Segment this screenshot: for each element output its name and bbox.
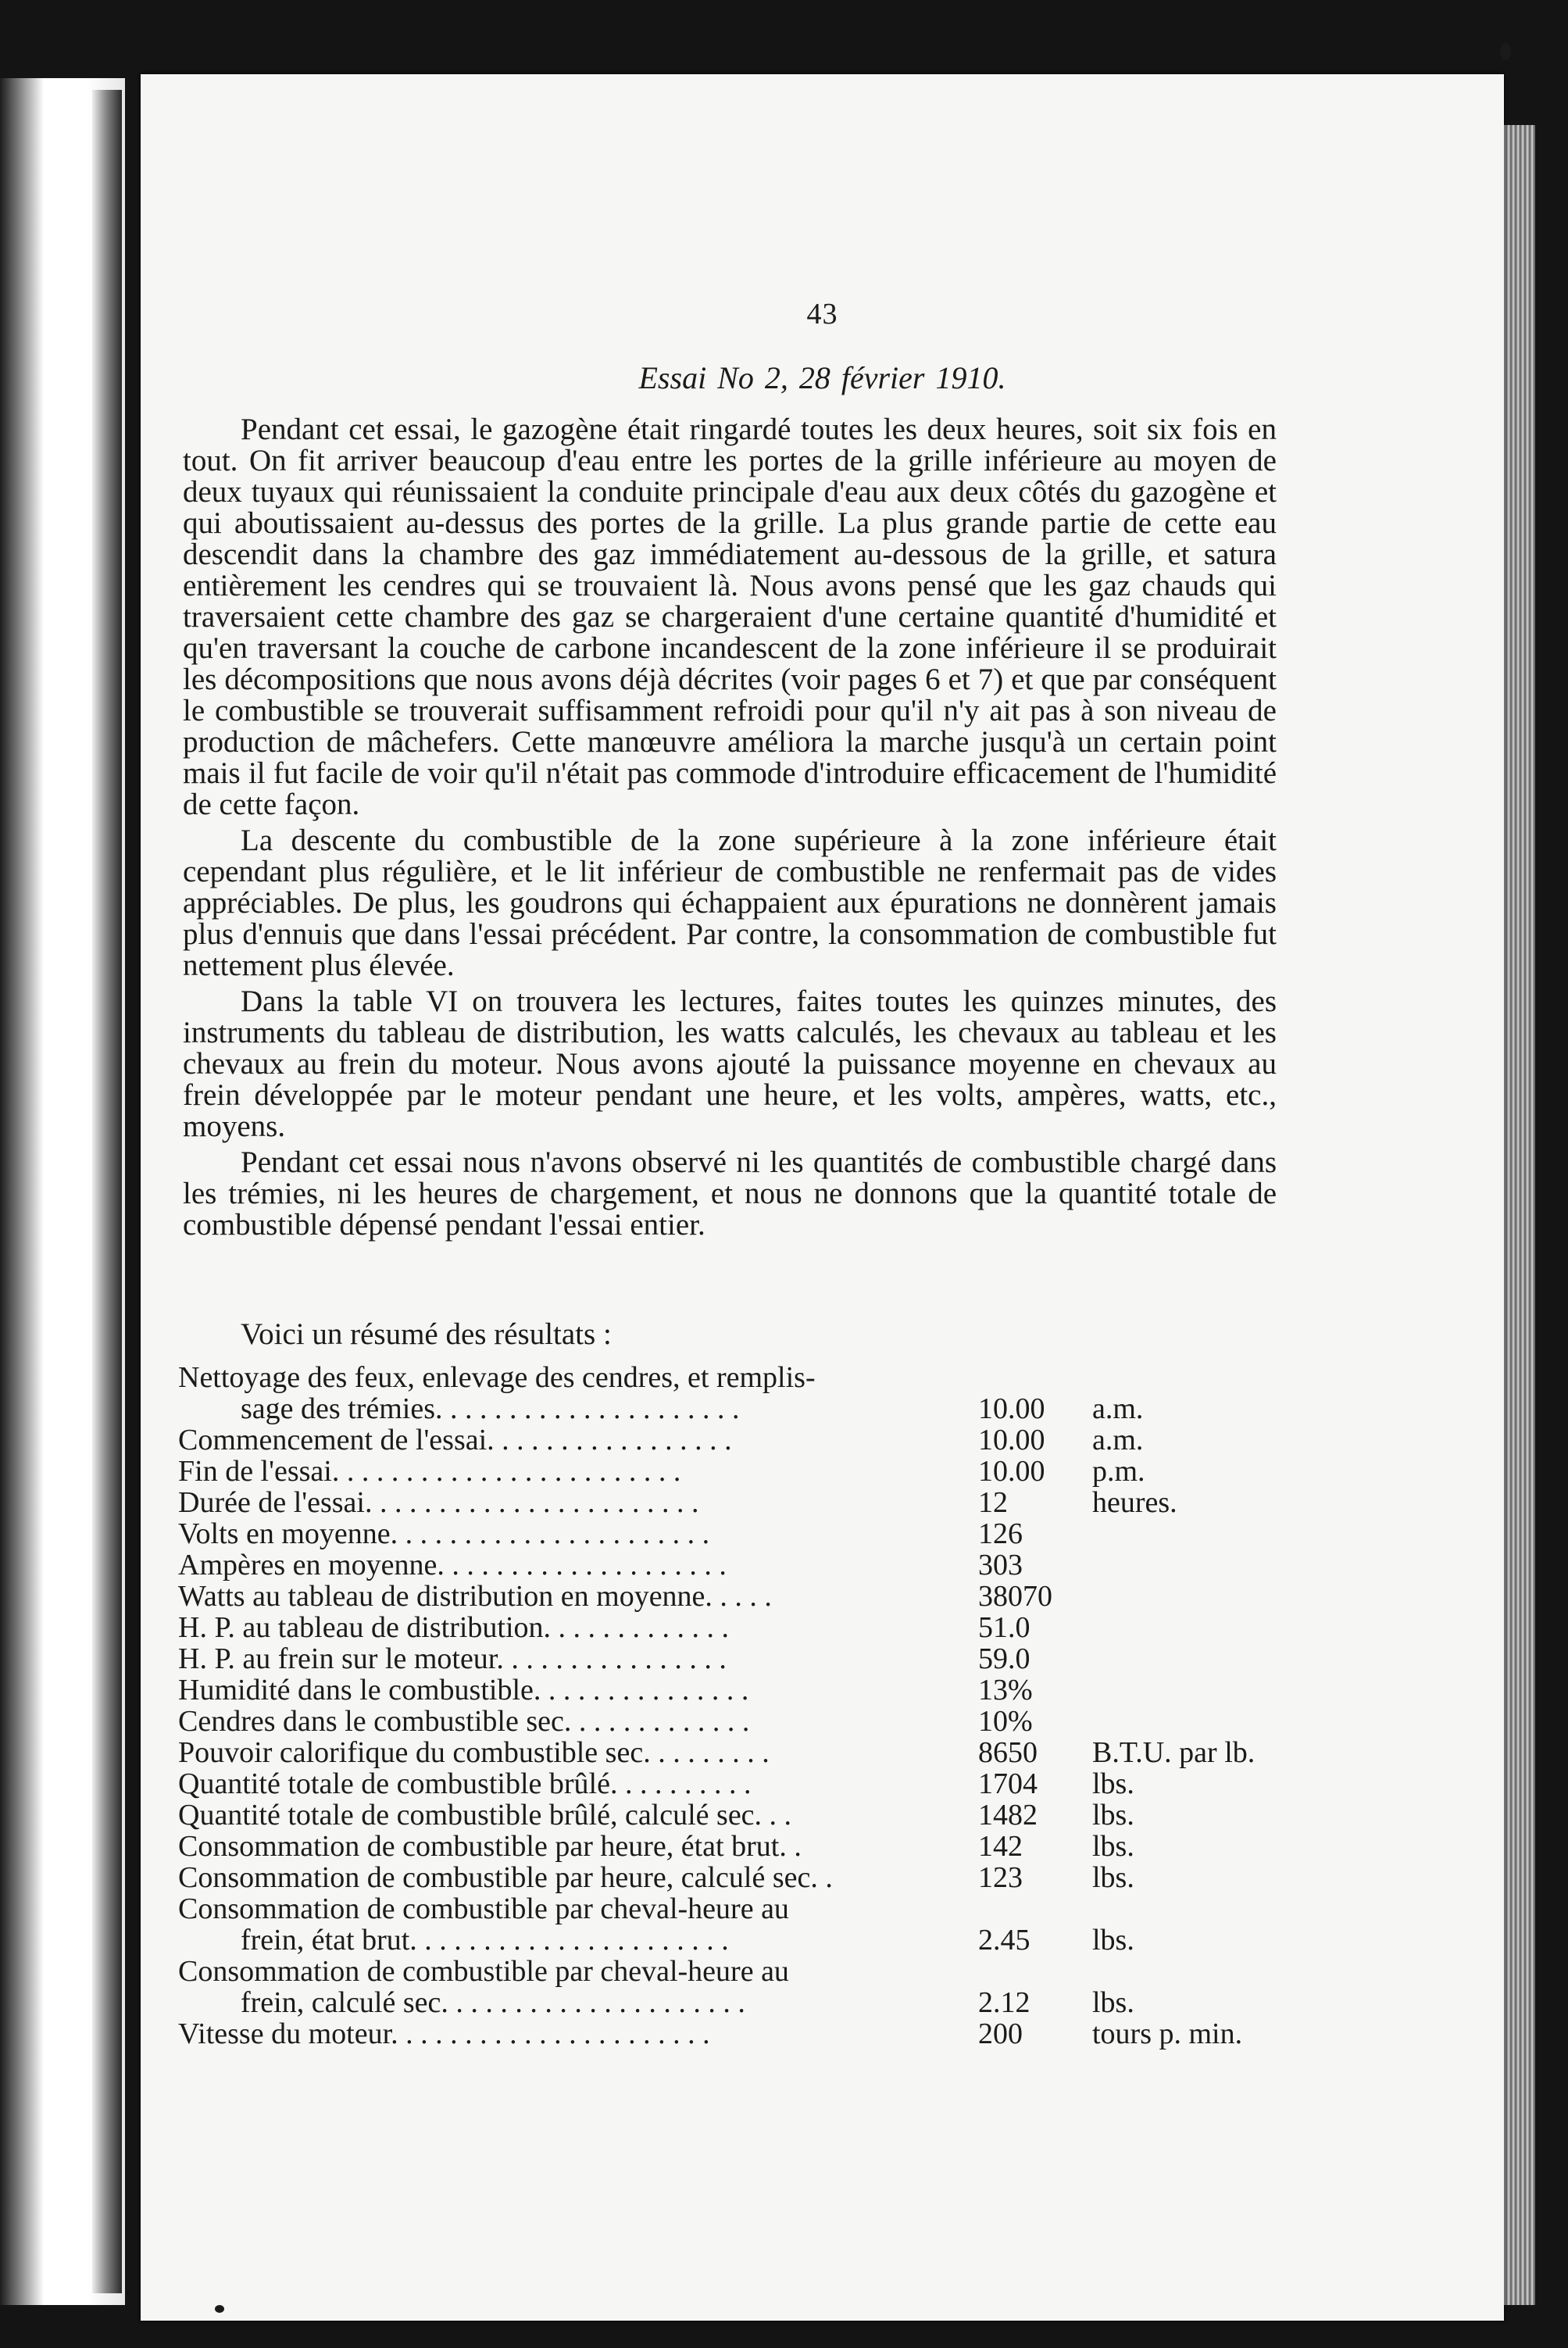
result-row bbox=[178, 1893, 1303, 1925]
scan-spot bbox=[1500, 43, 1511, 60]
result-value: 303 bbox=[978, 1549, 1023, 1581]
paragraph: La descente du combustible de la zone supérieure à la zone inférieure était cependant plus régulière, et le lit inférieur de combustible ne renfermait pas de vides appréciables. De plus, les goudrons qui échappaient aux épurations ne donnèrent jamais plus d'ennuis que dans l'essai précédent. Par contre, la consommation de combustible fut nettement plus élevée. bbox=[183, 824, 1277, 982]
result-label: Humidité dans le combustible. . . . . . . . . . . . . . . bbox=[178, 1674, 749, 1706]
result-value: 10.00 bbox=[978, 1424, 1045, 1456]
book-gutter bbox=[92, 90, 122, 2293]
result-label: Consommation de combustible par heure, état brut. . bbox=[178, 1830, 802, 1863]
result-value: 2.12 bbox=[978, 1986, 1030, 2019]
result-unit: lbs. bbox=[1092, 1861, 1134, 1894]
result-label: frein, état brut. . . . . . . . . . . . . . . . . . . . . . bbox=[241, 1924, 729, 1957]
results-intro: Voici un résumé des résultats : bbox=[241, 1317, 612, 1351]
result-unit: tours p. min. bbox=[1092, 2017, 1243, 2050]
result-value: 142 bbox=[978, 1830, 1023, 1863]
result-value: 1482 bbox=[978, 1799, 1038, 1832]
result-row bbox=[178, 1831, 1303, 1862]
result-row bbox=[178, 1799, 1303, 1831]
scan-spot bbox=[215, 2305, 224, 2313]
result-label: Volts en moyenne. . . . . . . . . . . . . . . . . . . . . . bbox=[178, 1517, 710, 1550]
result-value: 10% bbox=[978, 1705, 1033, 1738]
results-table bbox=[178, 1362, 1303, 2050]
result-unit: a.m. bbox=[1092, 1392, 1144, 1425]
paragraph: Dans la table VI on trouvera les lectures, faites toutes les quinzes minutes, des instruments du tableau de distribution, les watts calculés, les chevaux au tableau et les chevaux au frein du moteur. Nous avons ajouté la puissance moyenne en chevaux au frein développée par le moteur pendant une heure, et les volts, ampères, watts, etc., moyens. bbox=[183, 985, 1277, 1143]
result-value: 59.0 bbox=[978, 1642, 1030, 1675]
result-value: 200 bbox=[978, 2017, 1023, 2050]
result-label: H. P. au tableau de distribution. . . . . . . . . . . . . bbox=[178, 1611, 730, 1644]
result-value: 8650 bbox=[978, 1736, 1038, 1769]
result-unit: B.T.U. par lb. bbox=[1092, 1736, 1255, 1769]
paragraph: Pendant cet essai nous n'avons observé ni les quantités de combustible chargé dans les trémies, ni les heures de chargement, et nous ne donnons que la quantité totale de combustible dépensé pendant l'essai entier. bbox=[183, 1145, 1277, 1242]
result-row bbox=[178, 1393, 1303, 1424]
result-row bbox=[178, 1768, 1303, 1799]
result-unit: lbs. bbox=[1092, 1830, 1134, 1863]
result-value: 10.00 bbox=[978, 1455, 1045, 1488]
result-row bbox=[178, 1737, 1303, 1768]
result-value: 12 bbox=[978, 1486, 1008, 1519]
result-row bbox=[178, 1362, 1303, 1393]
result-label: Commencement de l'essai. . . . . . . . . . . . . . . . . bbox=[178, 1424, 732, 1456]
page-number: 43 bbox=[806, 298, 838, 331]
result-row bbox=[178, 1706, 1303, 1737]
result-row bbox=[178, 1643, 1303, 1674]
result-unit: p.m. bbox=[1092, 1455, 1145, 1488]
result-label: Pouvoir calorifique du combustible sec. . . . . . . . . bbox=[178, 1736, 770, 1769]
result-label: Watts au tableau de distribution en moyenne. . . . . bbox=[178, 1580, 772, 1613]
result-label: sage des trémies. . . . . . . . . . . . . . . . . . . . . bbox=[241, 1392, 740, 1425]
book-page bbox=[141, 74, 1504, 2321]
result-value: 38070 bbox=[978, 1580, 1052, 1613]
body-text bbox=[183, 414, 1277, 1245]
result-value: 126 bbox=[978, 1517, 1023, 1550]
result-label: Consommation de combustible par cheval-heure au bbox=[178, 1955, 789, 1988]
result-row bbox=[178, 1925, 1303, 1956]
page-stack-edge bbox=[1504, 125, 1535, 2305]
result-value: 10.00 bbox=[978, 1392, 1045, 1425]
result-row bbox=[178, 1581, 1303, 1612]
result-unit: a.m. bbox=[1092, 1424, 1144, 1456]
result-unit: lbs. bbox=[1092, 1799, 1134, 1832]
result-value: 123 bbox=[978, 1861, 1023, 1894]
result-label: Consommation de combustible par heure, calculé sec. . bbox=[178, 1861, 833, 1894]
result-label: Consommation de combustible par cheval-heure au bbox=[178, 1892, 789, 1925]
result-row bbox=[178, 1862, 1303, 1893]
section-heading: Essai No 2, 28 février 1910. bbox=[638, 360, 1006, 395]
result-label: Ampères en moyenne. . . . . . . . . . . . . . . . . . . . bbox=[178, 1549, 727, 1581]
result-label: Fin de l'essai. . . . . . . . . . . . . . . . . . . . . . . . bbox=[178, 1455, 681, 1488]
result-label: Durée de l'essai. . . . . . . . . . . . . . . . . . . . . . . bbox=[178, 1486, 699, 1519]
result-row bbox=[178, 1956, 1303, 1987]
result-row bbox=[178, 1487, 1303, 1518]
result-value: 1704 bbox=[978, 1767, 1038, 1800]
result-unit: heures. bbox=[1092, 1486, 1177, 1519]
result-row bbox=[178, 1424, 1303, 1456]
paragraph: Pendant cet essai, le gazogène était ringardé toutes les deux heures, soit six fois en tout. On fit arriver beaucoup d'eau entre les portes de la grille inférieure au moyen de deux tuyaux qui réunissaient la conduite principale d'eau aux deux côtés du gazogène et qui aboutissaient au-dessus des portes de la grille. La plus grande partie de cette eau descendit dans la chambre des gaz immédiatement au-dessous de la grille, et satura entièrement les cendres qui se trouvaient là. Nous avons pensé que les gaz chauds qui traversaient cette chambre des gaz se chargeraient d'une certaine quantité d'humidité et qu'en traversant la couche de carbone incandescent de la zone inférieure il se produirait les décompositions que nous avons déjà décrites (voir pages 6 et 7) et que par conséquent le combustible se trouverait suffisamment refroidi pour qu'il n'y ait pas à son niveau de production de mâchefers. Cette manœuvre améliora la marche jusqu'à un certain point mais il fut facile de voir qu'il n'était pas commode d'introduire efficacement de l'humidité de cette façon. bbox=[183, 413, 1277, 821]
result-label: Vitesse du moteur. . . . . . . . . . . . . . . . . . . . . . bbox=[178, 2017, 710, 2050]
result-unit: lbs. bbox=[1092, 1986, 1134, 2019]
result-row bbox=[178, 1518, 1303, 1549]
result-label: Cendres dans le combustible sec. . . . . . . . . . . . . bbox=[178, 1705, 750, 1738]
result-row bbox=[178, 2018, 1303, 2050]
result-value: 2.45 bbox=[978, 1924, 1030, 1957]
result-unit: lbs. bbox=[1092, 1767, 1134, 1800]
result-label: H. P. au frein sur le moteur. . . . . . . . . . . . . . . . bbox=[178, 1642, 727, 1675]
result-label: Quantité totale de combustible brûlé, calculé sec. . . bbox=[178, 1799, 792, 1832]
result-label: Quantité totale de combustible brûlé. . . . . . . . . . bbox=[178, 1767, 752, 1800]
result-row bbox=[178, 1456, 1303, 1487]
result-label: Nettoyage des feux, enlevage des cendres, et remplis- bbox=[178, 1361, 816, 1394]
result-unit: lbs. bbox=[1092, 1924, 1134, 1957]
result-value: 13% bbox=[978, 1674, 1033, 1706]
result-row bbox=[178, 1612, 1303, 1643]
result-value: 51.0 bbox=[978, 1611, 1030, 1644]
result-row bbox=[178, 1549, 1303, 1581]
result-row bbox=[178, 1987, 1303, 2018]
result-row bbox=[178, 1674, 1303, 1706]
result-label: frein, calculé sec. . . . . . . . . . . . . . . . . . . . . bbox=[241, 1986, 745, 2019]
